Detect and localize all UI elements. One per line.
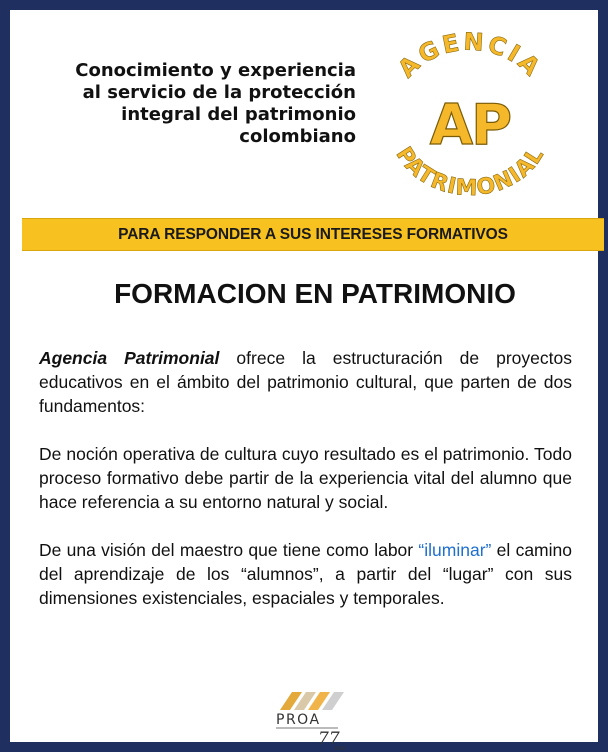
body-text <box>39 346 572 634</box>
agencia-patrimonial-logo-icon <box>370 32 570 202</box>
proa-number: 77 <box>318 729 340 749</box>
proa-name: PROA <box>276 712 321 728</box>
proa-suffix: AÑOS <box>334 746 346 751</box>
tagline-line-3: integral del patrimonio <box>121 104 356 125</box>
logo-bottom-text: PATRIMONIAL <box>390 142 550 202</box>
paragraph-1-text: ofrece la estructuración de proyectos educativos en el ámbito del patrimonio cultural, que parten de dos fundamentos: <box>39 348 572 416</box>
logo-top-text: AGENCIA <box>392 32 548 84</box>
paragraph-3 <box>39 538 572 610</box>
tagline-line-2: al servicio de la protección <box>82 82 356 103</box>
page-title: FORMACION EN PATRIMONIO <box>114 278 516 309</box>
paragraph-1 <box>39 346 572 418</box>
logo-letters: AP <box>429 93 511 158</box>
highlight-word: “iluminar” <box>418 540 492 560</box>
proa-logo-icon <box>272 686 362 752</box>
tagline <box>40 60 356 148</box>
company-name: Agencia Patrimonial <box>39 348 220 368</box>
paragraph-3-text-b: el camino del aprendizaje de los “alumnos”, a partir del “lugar” con sus dimensiones existenciales, espaciales y temporales. <box>39 540 572 608</box>
paragraph-2: De noción operativa de cultura cuyo resultado es el patrimonio. Todo proceso formativo debe partir de la experiencia vital del alumno que hace referencia a su entorno natural y social. <box>39 444 572 512</box>
tagline-line-1: Conocimiento y experiencia <box>75 60 356 81</box>
paragraph-3-text-a: De una visión del maestro que tiene como labor <box>39 540 419 560</box>
svg-text:AGENCIA <box>393 32 548 83</box>
tagline-line-4: colombiano <box>239 126 356 147</box>
section-banner: PARA RESPONDER A SUS INTERESES FORMATIVOS <box>22 218 604 251</box>
